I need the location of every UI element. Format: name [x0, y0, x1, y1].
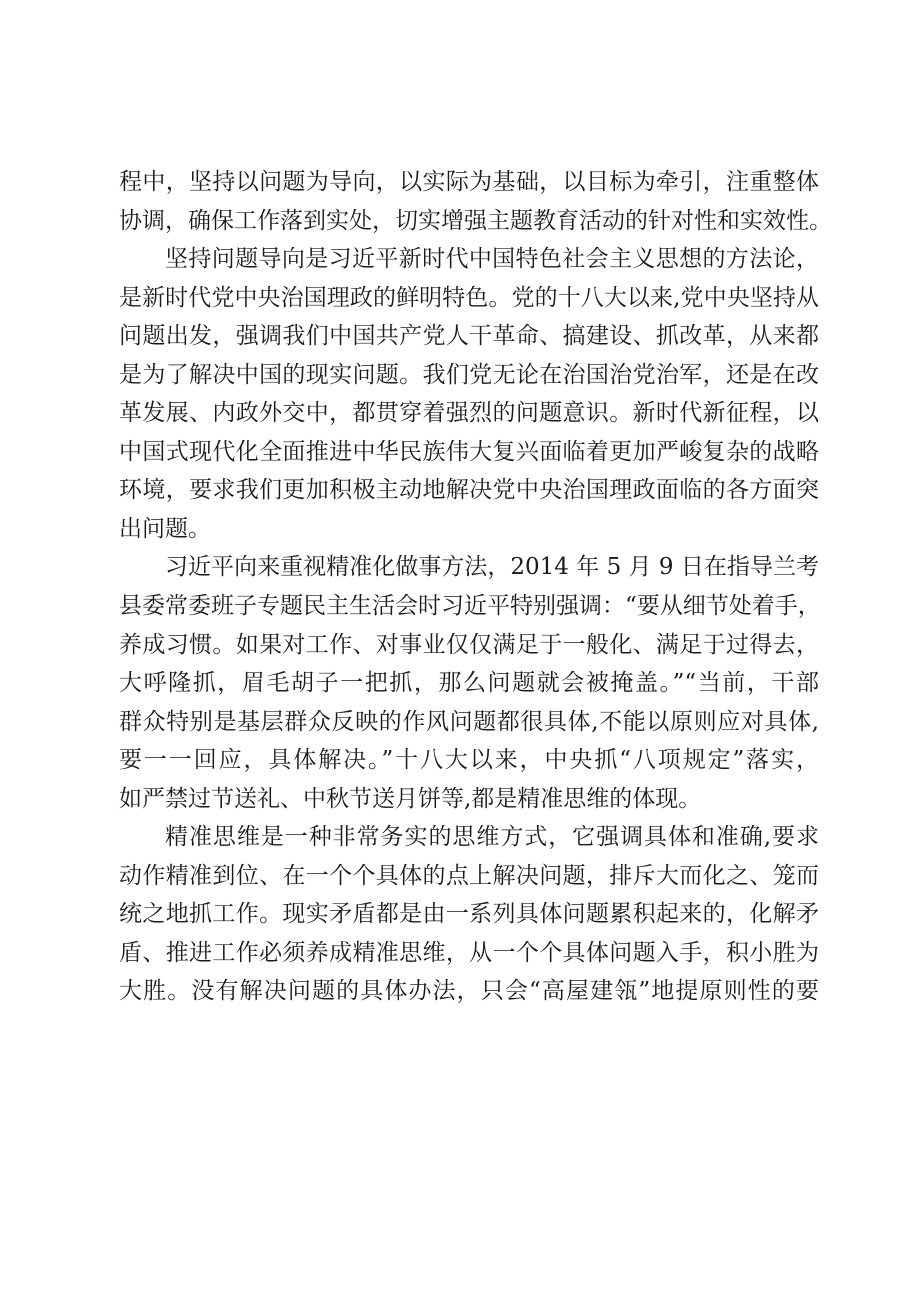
paragraph-line: 是新时代党中央治国理政的鲜明特色。党的十八大以来,党中央坚持从	[119, 284, 819, 311]
paragraph-line: 习近平向来重视精准化做事方法，2014 年 5 月 9 日在指导兰考	[165, 554, 819, 581]
paragraph-line: 革发展、内政外交中，都贯穿着强烈的问题意识。新时代新征程，以	[119, 400, 819, 427]
paragraph-line: 盾、推进工作必须养成精准思维，从一个个具体问题入手，积小胜为	[119, 939, 819, 966]
paragraph-line: 大胜。没有解决问题的具体办法，只会“高屋建瓴”地提原则性的要	[119, 978, 819, 1005]
document-body	[119, 163, 832, 1011]
paragraph-line: 精准思维是一种非常务实的思维方式，它强调具体和准确,要求	[165, 824, 819, 851]
paragraph-line: 如严禁过节送礼、中秋节送月饼等,都是精准思维的体现。	[119, 785, 702, 812]
paragraph-line: 大呼隆抓，眉毛胡子一把抓，那么问题就会被掩盖。”“当前，干部	[119, 670, 819, 697]
paragraph-line: 是为了解决中国的现实问题。我们党无论在治国治党治军，还是在改	[119, 361, 819, 388]
paragraph-line: 要一一回应，具体解决。”十八大以来，中央抓“八项规定”落实，	[119, 747, 819, 774]
paragraph-line: 统之地抓工作。现实矛盾都是由一系列具体问题累积起来的，化解矛	[119, 901, 819, 928]
paragraph-line: 协调，确保工作落到实处，切实增强主题教育活动的针对性和实效性。	[119, 207, 832, 234]
paragraph-line: 群众特别是基层群众反映的作风问题都很具体,不能以原则应对具体,	[119, 708, 819, 735]
paragraph-line: 程中，坚持以问题为导向，以实际为基础，以目标为牵引，注重整体	[119, 169, 819, 195]
paragraph-line: 中国式现代化全面推进中华民族伟大复兴面临着更加严峻复杂的战略	[119, 438, 819, 465]
paragraph-line: 县委常委班子专题民主生活会时习近平特别强调：“要从细节处着手，	[119, 593, 821, 620]
paragraph-line: 坚持问题导向是习近平新时代中国特色社会主义思想的方法论，	[165, 246, 819, 273]
paragraph-line: 环境，要求我们更加积极主动地解决党中央治国理政面临的各方面突	[119, 477, 819, 504]
paragraph-line: 动作精准到位、在一个个具体的点上解决问题，排斥大而化之、笼而	[119, 862, 819, 889]
paragraph-line: 出问题。	[119, 515, 211, 542]
paragraph-line: 养成习惯。如果对工作、对事业仅仅满足于一般化、满足于过得去，	[119, 631, 819, 658]
paragraph-line: 问题出发，强调我们中国共产党人干革命、搞建设、抓改革，从来都	[119, 323, 819, 350]
